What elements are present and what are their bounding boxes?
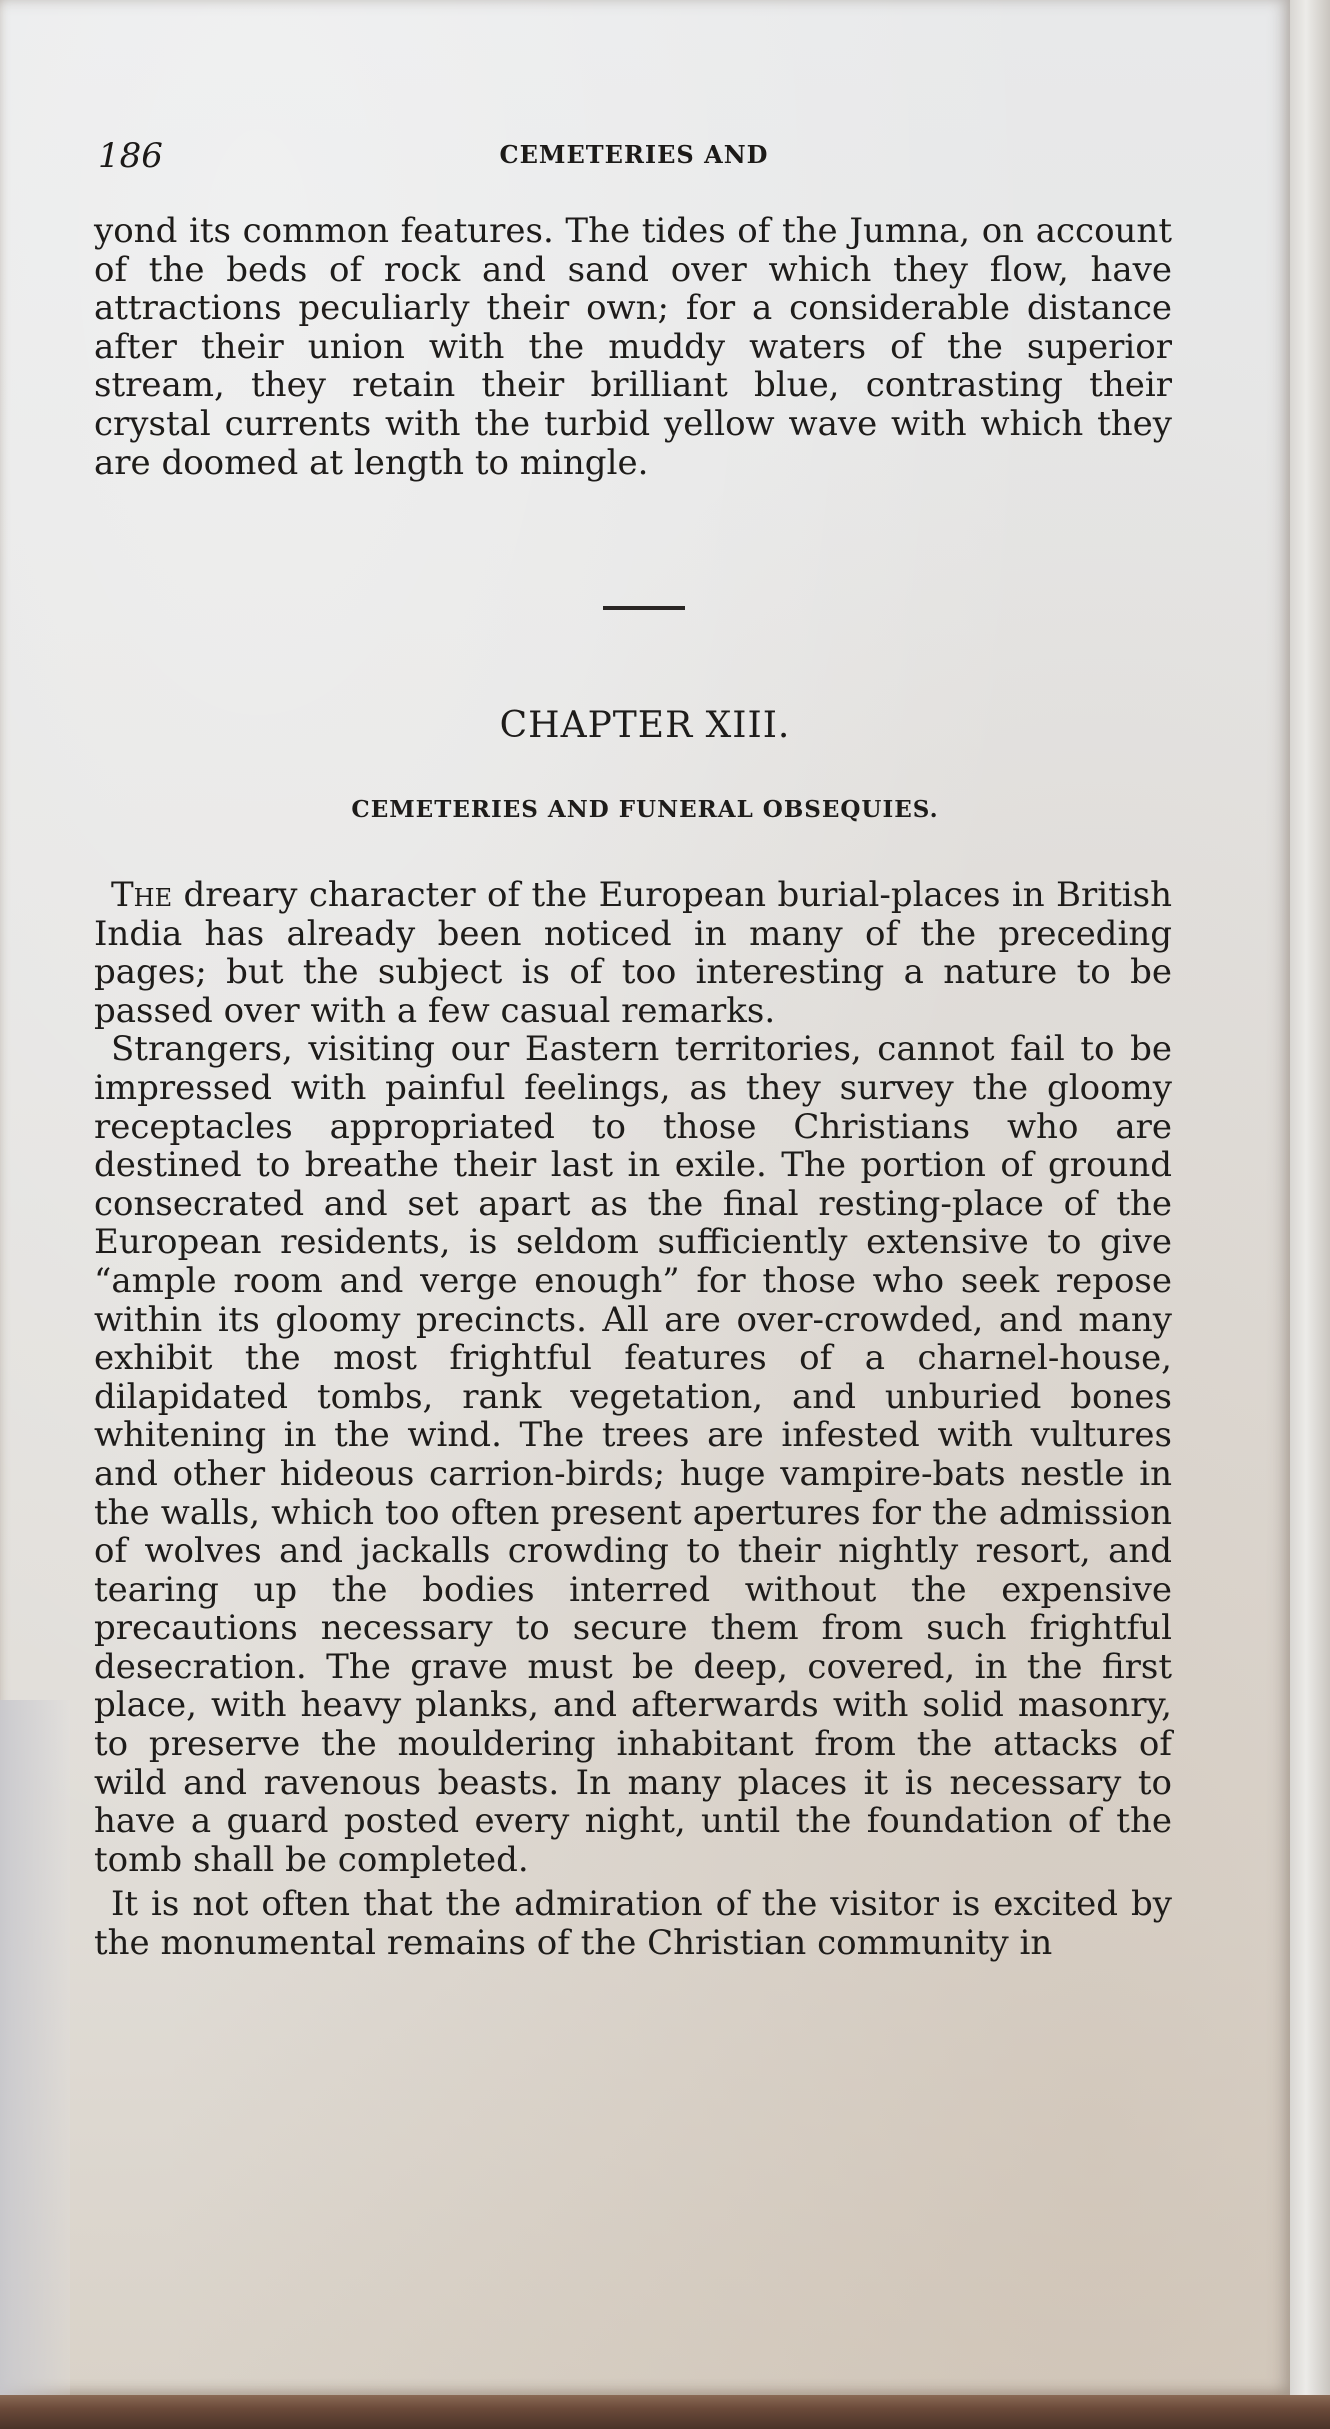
page-edge-right xyxy=(1290,0,1330,2429)
paragraph-text: Strangers, visiting our Eastern territories, cannot fail to be impressed with painful feelings, as they survey the gloomy receptacles appropriated to those Christians who are destined to breathe their last in exile. The portion of ground consecrated and set apart as the final resting-place of the European residents, is seldom sufficiently extensive to give “ample room and verge enough” for those who seek repose within its gloomy precincts. All are over-crowded, and many exhibit the most frightful features of a charnel-house, dilapidated tombs, rank vegetation, and unburied bones whitening in the wind. The trees are infested with vultures and other hideous carrion-birds; huge vampire-bats nestle in the walls, which too often present apertures for the admission of wolves and jackalls crowding to their nightly resort, and tearing up the bodies interred without the expensive precautions necessary to secure them from such frightful desecration. The grave must be deep, covered, in the first place, with heavy planks, and afterwards with solid masonry, to preserve the mouldering inhabitant from the attacks of wild and ravenous beasts. In many places it is necessary to have a guard posted every night, until the foundation of the tomb shall be completed. xyxy=(94,1029,1172,1880)
running-head: CEMETERIES AND xyxy=(499,140,769,169)
chapter-subtitle: CEMETERIES AND FUNERAL OBSEQUIES. xyxy=(351,796,939,823)
paragraph-lead-word: The xyxy=(111,875,173,915)
chapter-body xyxy=(94,876,1172,1963)
page-number: 186 xyxy=(98,136,163,176)
paragraph-text: It is not often that the admiration of the visitor is excited by the monumental remains of the Christian community in xyxy=(94,1884,1172,1964)
paragraph-text: dreary character of the European burial-places in British India has already been noticed in many of the preceding pages; but the subject is of too interesting a nature to be passed over with a few casual remarks. xyxy=(94,875,1172,1031)
chapter-title: CHAPTER XIII. xyxy=(499,705,791,746)
page-binding-shadow xyxy=(0,1700,70,2400)
paragraph xyxy=(94,876,1172,1030)
section-divider xyxy=(603,606,685,610)
paragraph xyxy=(94,1885,1172,1962)
page-header xyxy=(98,136,1170,176)
book-cover-edge xyxy=(0,2395,1330,2429)
continued-paragraph-text: yond its common features. The tides of the Jumna, on account of the beds of rock and sand over which they flow, have attractions peculiarly their own; for a considerable distance after their union with the muddy waters of the superior stream, they retain their brilliant blue, contrasting their crystal currents with the turbid yellow wave with which they are doomed at length to mingle. xyxy=(94,211,1172,483)
continued-paragraph xyxy=(94,212,1172,482)
paragraph xyxy=(94,1030,1172,1879)
